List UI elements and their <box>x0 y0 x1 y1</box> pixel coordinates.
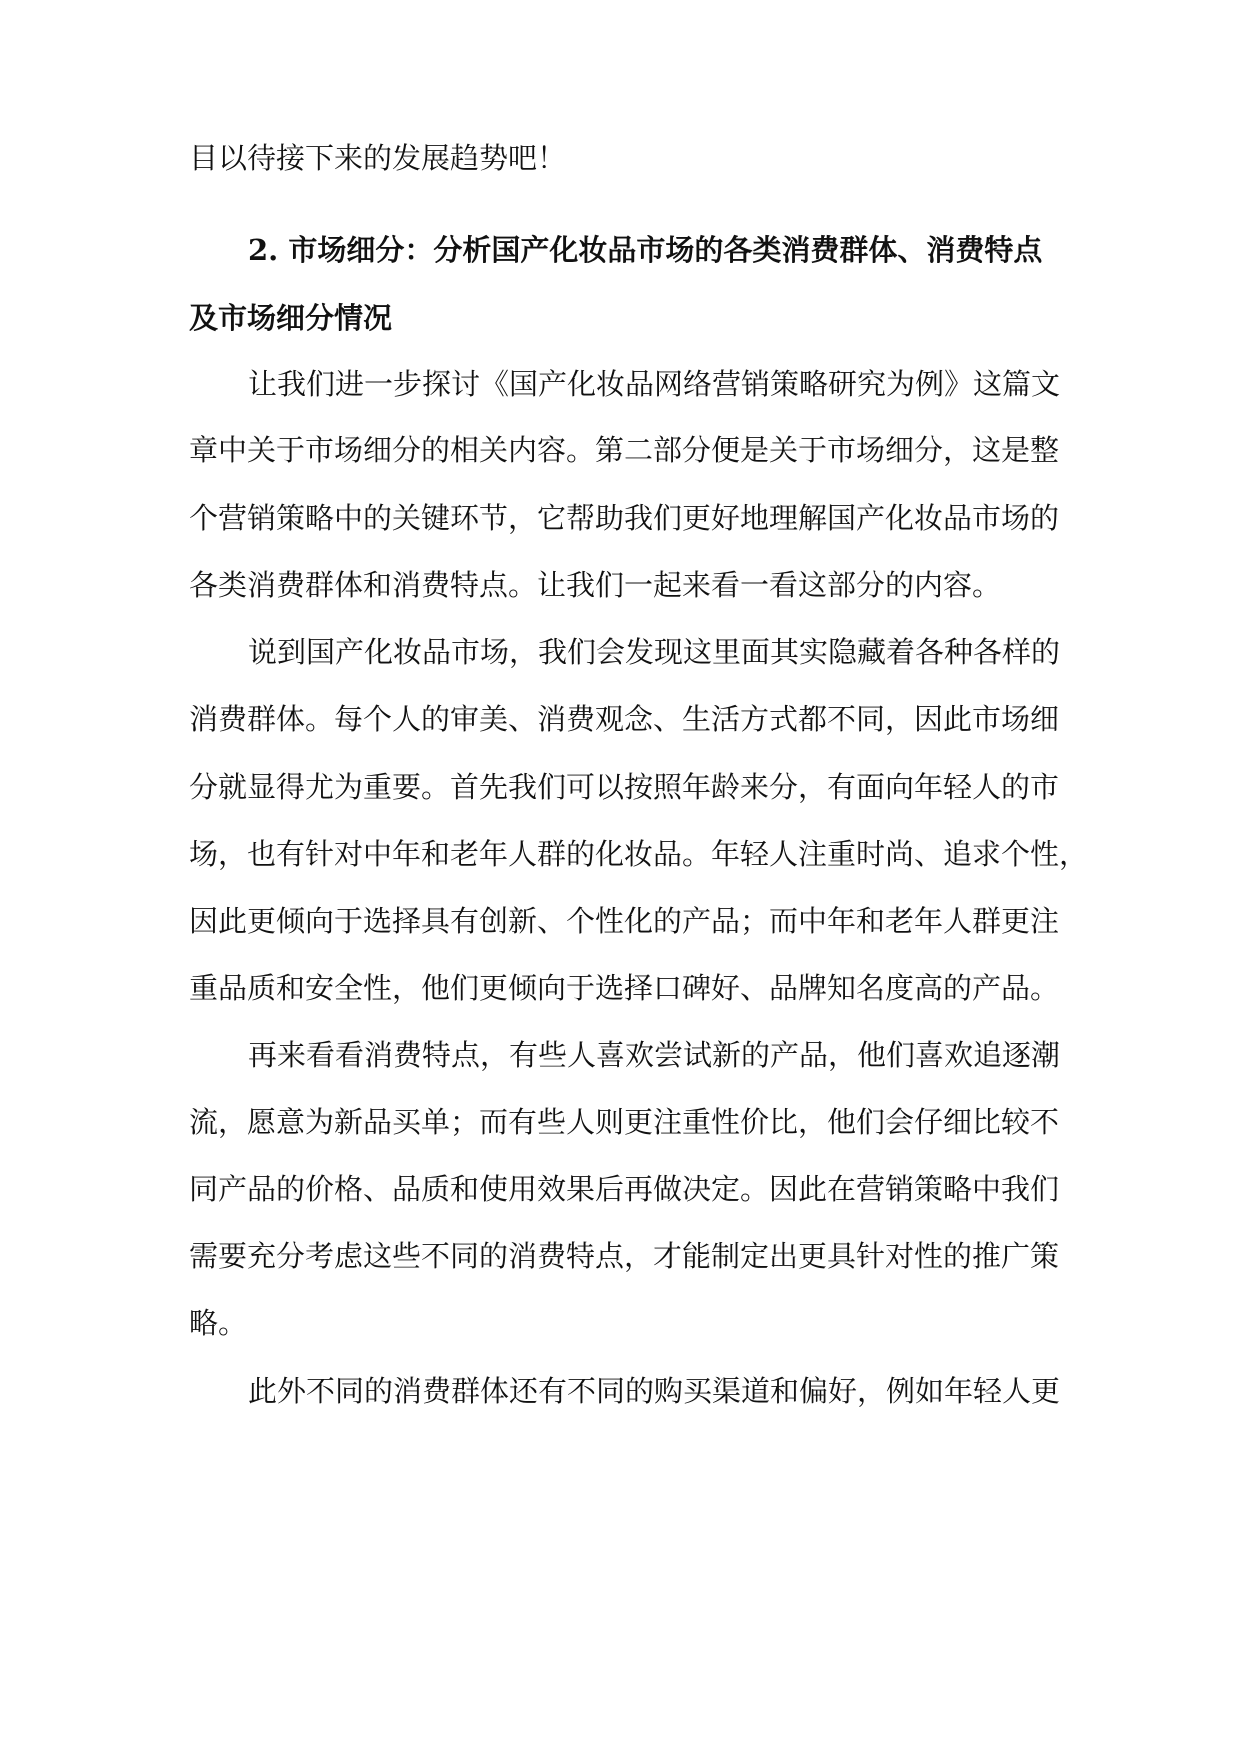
section-heading-line-1: 2. 市场细分：分析国产化妆品市场的各类消费群体、消费特点 <box>248 233 1043 267</box>
paragraph-1-line-1: 让我们进一步探讨《国产化妆品网络营销策略研究为例》这篇文 <box>248 367 1061 401</box>
paragraph-3-line-5: 略。 <box>189 1306 248 1340</box>
paragraph-3-line-3: 同产品的价格、品质和使用效果后再做决定。因此在营销策略中我们 <box>189 1172 1060 1206</box>
paragraph-1-line-2: 章中关于市场细分的相关内容。第二部分便是关于市场细分，这是整 <box>189 433 1060 467</box>
section-heading-line-2: 及市场细分情况 <box>189 301 393 335</box>
text-line-continuation: 目以待接下来的发展趋势吧！ <box>189 141 567 175</box>
paragraph-1-line-3: 个营销策略中的关键环节，它帮助我们更好地理解国产化妆品市场的 <box>189 501 1060 535</box>
paragraph-2-line-6: 重品质和安全性，他们更倾向于选择口碑好、品牌知名度高的产品。 <box>189 971 1060 1005</box>
paragraph-2-line-1: 说到国产化妆品市场，我们会发现这里面其实隐藏着各种各样的 <box>248 635 1061 669</box>
paragraph-3-line-2: 流，愿意为新品买单；而有些人则更注重性价比，他们会仔细比较不 <box>189 1105 1060 1139</box>
paragraph-2-line-4: 场，也有针对中年和老年人群的化妆品。年轻人注重时尚、追求个性， <box>189 837 1089 871</box>
paragraph-2-line-5: 因此更倾向于选择具有创新、个性化的产品；而中年和老年人群更注 <box>189 904 1060 938</box>
paragraph-3-line-4: 需要充分考虑这些不同的消费特点，才能制定出更具针对性的推广策 <box>189 1239 1060 1273</box>
paragraph-2-line-2: 消费群体。每个人的审美、消费观念、生活方式都不同，因此市场细 <box>189 702 1060 736</box>
paragraph-4-line-1: 此外不同的消费群体还有不同的购买渠道和偏好，例如年轻人更 <box>248 1374 1061 1408</box>
paragraph-3-line-1: 再来看看消费特点，有些人喜欢尝试新的产品，他们喜欢追逐潮 <box>248 1038 1061 1072</box>
paragraph-2-line-3: 分就显得尤为重要。首先我们可以按照年龄来分，有面向年轻人的市 <box>189 770 1060 804</box>
paragraph-1-line-4: 各类消费群体和消费特点。让我们一起来看一看这部分的内容。 <box>189 568 1002 602</box>
